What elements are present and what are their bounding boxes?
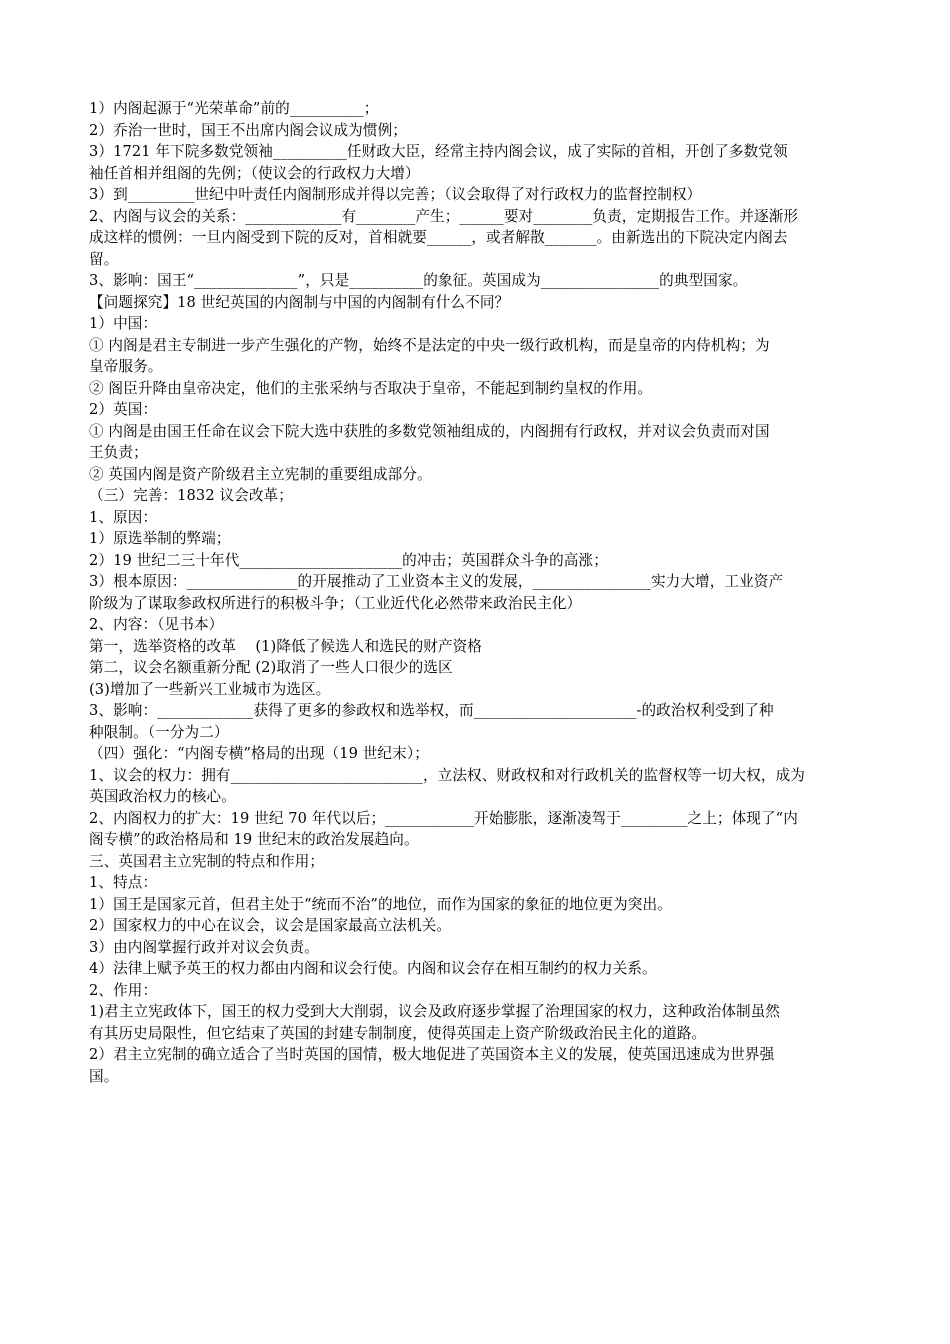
text-line: 1、议会的权力：拥有__________________________，立法权、财政权和对行政机关的监督权等一切大权，成为 — [89, 766, 805, 784]
text-line: 1、特点： — [89, 874, 158, 891]
text-line: 3）到_________世纪中叶责任内阁制形成并得以完善；（议会取得了对行政权力的监督控制权） — [89, 186, 702, 203]
text-line: 2、内容：（见书本） — [89, 616, 224, 633]
text-line: 3）由内阁掌握行政并对议会负责。 — [89, 938, 319, 956]
text-line: 英国政治权力的核心。 — [89, 788, 236, 805]
text-line: 留。 — [89, 250, 119, 268]
section-heading: （三）完善：1832 议会改革； — [89, 487, 293, 504]
text-line: 袖任首相并组阁的先例；（使议会的行政权力大增） — [89, 164, 420, 182]
section-heading: 【问题探究】18 世纪英国的内阁制与中国的内阁制有什么不同？ — [89, 293, 510, 311]
section-heading: 三、英国君主立宪制的特点和作用； — [89, 852, 325, 870]
text-line: 有其历史局限性，但它结束了英国的封建专制制度，使得英国走上资产阶级政治民主化的道路。 — [89, 1024, 707, 1042]
text-line: 1、原因： — [89, 508, 158, 526]
text-line: 1）内阁起源于“光荣革命”前的__________； — [89, 100, 379, 117]
document-page — [89, 98, 865, 1087]
text-line: 1）中国： — [89, 315, 158, 332]
text-line: 2）英国： — [89, 401, 158, 418]
text-line: 2）国家权力的中心在议会，议会是国家最高立法机关。 — [89, 917, 452, 934]
text-line: 4）法律上赋予英王的权力都由内阁和议会行使。内阁和议会存在相互制约的权力关系。 — [89, 960, 657, 977]
text-line: 第一，选举资格的改革 (1)降低了候选人和选民的财产资格 — [89, 637, 483, 655]
text-line: ② 阁臣升降由皇帝决定，他们的主张采纳与否取决于皇帝，不能起到制约皇权的作用。 — [89, 379, 653, 397]
text-line: 2、内阁权力的扩大：19 世纪 70 年代以后；____________开始膨胀，逐渐凌驾于_________之上；体现了“内 — [89, 809, 798, 827]
text-line: 种限制。（一分为二） — [89, 723, 229, 741]
text-line: 2、作用： — [89, 981, 158, 999]
text-line: ① 内阁是君主专制进一步产生强化的产物，始终不是法定的中央一级行政机构，而是皇帝的内侍机构；为 — [89, 336, 770, 354]
text-line: 3、影响：_____________获得了更多的参政权和选举权，而______________________-的政治权利受到了种 — [89, 702, 774, 719]
text-line: 王负责； — [89, 444, 148, 461]
text-line: 阁专横”的政治格局和 19 世纪末的政治发展趋向。 — [89, 831, 419, 848]
text-line: ① 内阁是由国王任命在议会下院大选中获胜的多数党领袖组成的，内阁拥有行政权，并对议会负责而对国 — [89, 422, 770, 440]
text-line: 2）君主立宪制的确立适合了当时英国的国情，极大地促进了英国资本主义的发展，使英国迅速成为世界强 — [89, 1046, 775, 1063]
text-line: 1）国王是国家元首，但君主处于“统而不治”的地位，而作为国家的象征的地位更为突出。 — [89, 895, 672, 913]
text-line: ② 英国内阁是资产阶级君主立宪制的重要组成部分。 — [89, 465, 432, 483]
text-line: 1)君主立宪政体下，国王的权力受到大大削弱，议会及政府逐步掌握了治理国家的权力，这种政治体制虽然 — [89, 1003, 781, 1020]
text-line: 2、内阁与议会的关系：_____________有________产生；______要对________负责，定期报告工作。并逐渐形 — [89, 207, 799, 225]
text-line: 国。 — [89, 1067, 119, 1085]
text-line: 第二，议会名额重新分配 (2)取消了一些人口很少的选区 — [89, 659, 453, 676]
section-heading: （四）强化：“内阁专横”格局的出现（19 世纪末）； — [89, 745, 429, 762]
text-line: 2）乔治一世时，国王不出席内阁会议成为惯例； — [89, 121, 407, 139]
text-line: 3、影响：国王“______________”，只是__________的象征。英国成为________________的典型国家。 — [89, 272, 748, 289]
text-line: 3）1721 年下院多数党领袖__________任财政大臣，经常主持内阁会议，成了实际的首相，开创了多数党领 — [89, 143, 788, 160]
text-line: 1）原选举制的弊端； — [89, 530, 231, 547]
text-line: 成这样的惯例：一旦内阁受到下院的反对，首相就要______，或者解散_______。由新选出的下院决定内阁去 — [89, 229, 788, 246]
text-line: 3）根本原因：_______________的开展推动了工业资本主义的发展，________________实力大增，工业资产 — [89, 573, 784, 590]
text-line: 阶级为了谋取参政权所进行的积极斗争；（工业近代化必然带来政治民主化） — [89, 594, 582, 612]
text-line: (3)增加了一些新兴工业城市为选区。 — [89, 680, 331, 698]
text-line: 2）19 世纪二三十年代______________________的冲击；英国群众斗争的高涨； — [89, 551, 608, 569]
text-line: 皇帝服务。 — [89, 358, 163, 375]
